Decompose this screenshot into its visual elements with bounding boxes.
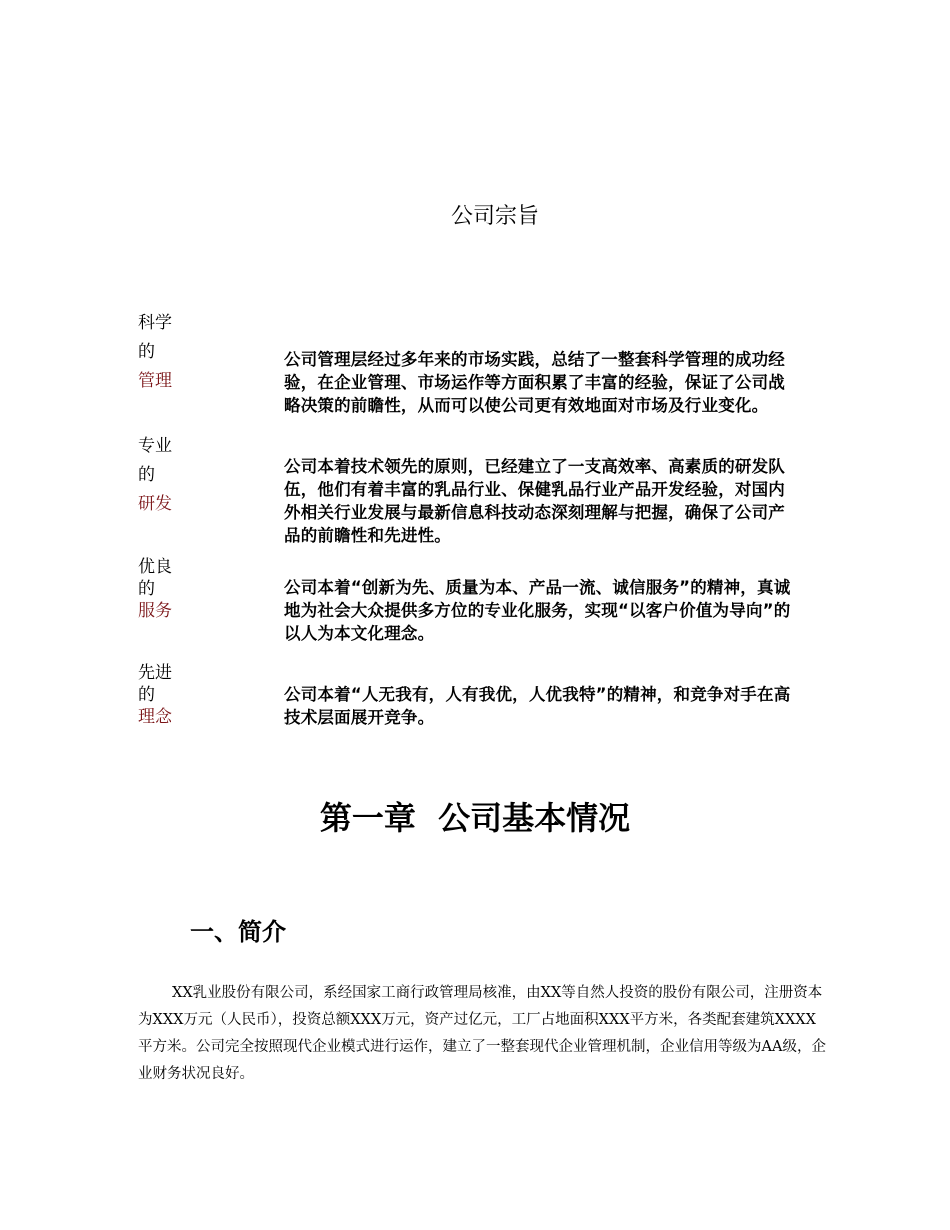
pillar-label-top: 先进 — [138, 663, 172, 683]
pillar-label-mid: 的 — [138, 342, 155, 362]
pillar-label-mid: 的 — [138, 685, 155, 705]
pillar-label-research — [138, 432, 198, 519]
pillar-text-research: 公司本着技术领先的原则，已经建立了一支高效率、高素质的研发队伍，他们有着丰富的乳品行业、保健乳品行业产品开发经验，对国内外相关行业发展与最新信息科技动态深刻理解与把握，确保了公司产品的前瞻性和先进性。 — [284, 457, 785, 545]
pillar-label-management — [138, 309, 198, 396]
pillar-label-accent: 管理 — [138, 371, 172, 391]
pillar-label-accent: 研发 — [138, 494, 172, 514]
page-title: 公司宗旨 — [450, 204, 539, 229]
pillar-label-top: 专业 — [138, 436, 172, 456]
pillar-text-management: 公司管理层经过多年来的市场实践，总结了一整套科学管理的成功经验，在企业管理、市场运作等方面积累了丰富的经验，保证了公司战略决策的前瞻性，从而可以使公司更有效地面对市场及行业变化。 — [284, 350, 785, 415]
intro-paragraph: XX乳业股份有限公司，系经国家工商行政管理局核准，由XX等自然人投资的股份有限公司，注册资本为XXX万元（人民币），投资总额XXX万元，资产过亿元，工厂占地面积XXX平方米，各类配套建筑XXXX平方米。公司完全按照现代企业模式进行运作，建立了一整套现代企业管理机制，企业信用等级为AA级，企业财务状况良好。 — [138, 985, 826, 1082]
pillar-label-accent: 服务 — [138, 601, 172, 621]
pillar-text-service: 公司本着“创新为先、质量为本、产品一流、诚信服务”的精神，真诚地为社会大众提供多方位的专业化服务，实现“以客户价值为导向”的以人为本文化理念。 — [284, 578, 791, 643]
pillar-label-service — [138, 556, 198, 622]
pillar-label-philosophy — [138, 662, 198, 728]
chapter-title: 第一章 公司基本情况 — [319, 799, 631, 837]
pillar-text-philosophy: 公司本着“人无我有，人有我优，人优我特”的精神，和竞争对手在高技术层面展开竞争。 — [284, 685, 791, 727]
section-title: 一、简介 — [190, 918, 286, 946]
pillar-label-top: 优良 — [138, 557, 172, 577]
pillar-label-mid: 的 — [138, 465, 155, 485]
pillar-label-mid: 的 — [138, 579, 155, 599]
pillar-label-accent: 理念 — [138, 707, 172, 727]
pillar-label-top: 科学 — [138, 313, 172, 333]
